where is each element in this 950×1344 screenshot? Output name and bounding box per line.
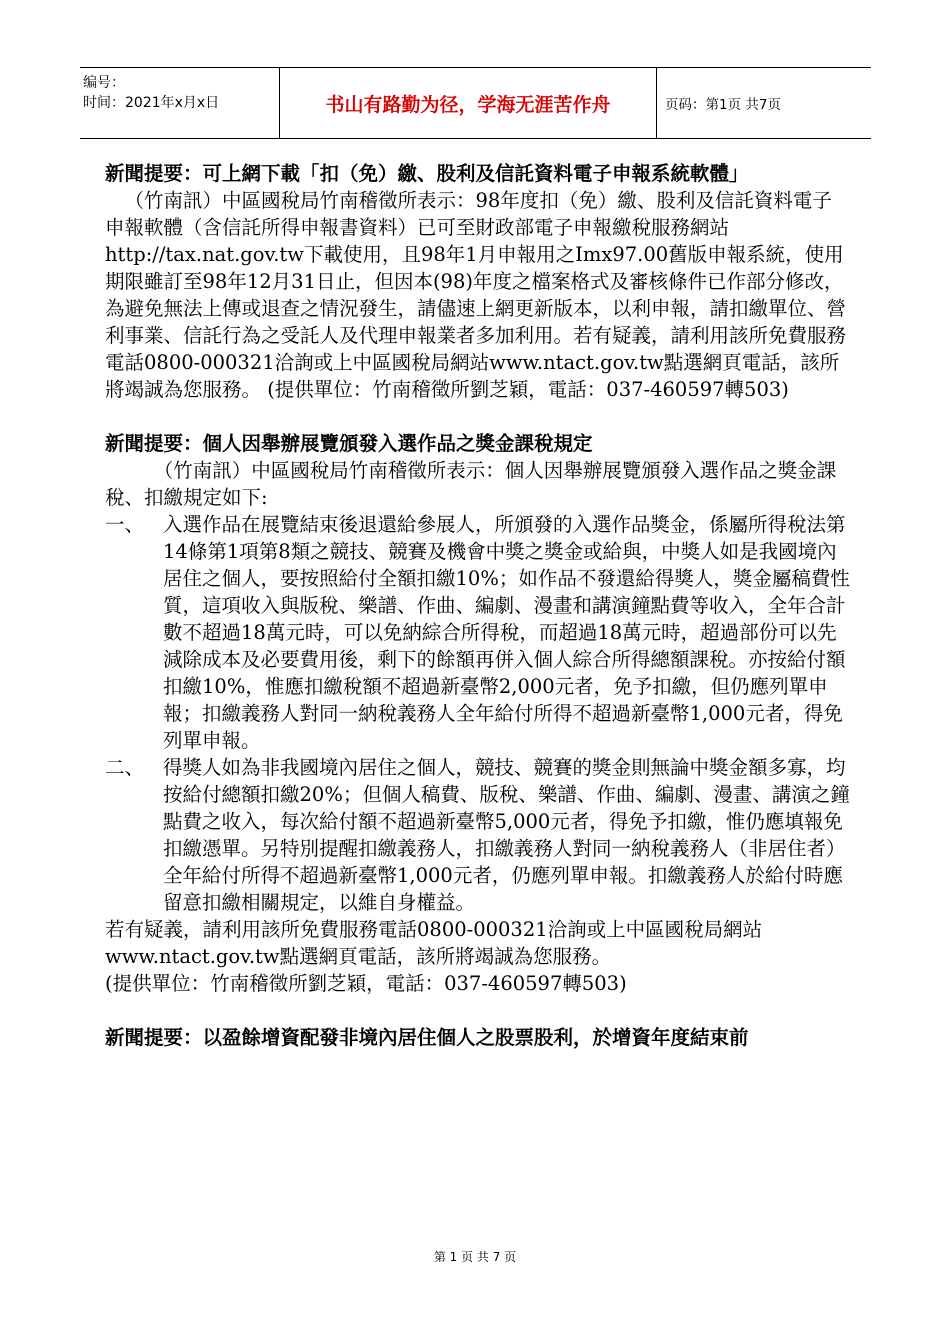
header-motto: 书山有路勤为径，学海无涯苦作舟 (280, 68, 657, 138)
article3-title: 新聞提要：以盈餘增資配發非境內居住個人之股票股利，於增資年度結束前 (105, 1026, 749, 1049)
list-item-text: 入選作品在展覽結束後退還給參展人，所頒發的入選作品獎金，係屬所得稅法第14條第1項第8類之競技、競賽及機會中獎之獎金或給與，中獎人如是我國境內居住之個人，要按照給付全額扣繳10%；如作品不發還給得獎人，獎金屬稿費性質，這項收入與版稅、樂譜、作曲、編劇、漫畫和講演鐘點費等收入，全年合計數不超過18萬元時，可以免納綜合所得稅，而超過18萬元時，超過部份可以先減除成本及必要費用後，剩下的餘額再併入個人綜合所得總額課稅。亦按給付額扣繳10%，惟應扣繳稅額不超過新臺幣2,000元者，免予扣繳，但仍應列單申報；扣繳義務人對同一納稅義務人全年給付所得不超過新臺幣1,000元者，得免列單申報。 (163, 513, 850, 752)
article2-title: 新聞提要：個人因舉辦展覽頒發入選作品之獎金課稅規定 (105, 432, 593, 455)
article1-title: 新聞提要：可上網下載「扣（免）繳、股利及信託資料電子申報系統軟體」 (105, 162, 749, 185)
list-item-number: 一、 (105, 513, 145, 536)
article2-contact: 若有疑義，請利用該所免費服務電話0800-000321洽詢或上中區國稅局網站www.ntact.gov.tw點選網頁電話，該所將竭誠為您服務。 (105, 918, 763, 968)
time-label: 时间：2021年x月x日 (83, 95, 220, 111)
number-label: 编号： (83, 75, 125, 91)
header-page-info: 页码：第1页 共7页 (665, 97, 781, 113)
article1-body: （竹南訊）中區國稅局竹南稽徵所表示：98年度扣（免）繳、股利及信託資料電子申報軟體（含信託所得申報書資料）已可至財政部電子申報繳稅服務網站http://tax.nat.gov.tw下載使用，且98年1月申報用之Imx97.00舊版申報系統，使用期限雖訂至98年12月31日止，但因本(98)年度之檔案格式及審核條件已作部分修改，為避免無法上傳或退查之情況發生，請儘速上網更新版本，以利申報，請扣繳單位、營利事業、信託行為之受託人及代理申報業者多加利用。若有疑義，請利用該所免費服務電話0800-000321洽詢或上中區國稅局網站www.ntact.gov.tw點選網頁電話，該所將竭誠為您服務。 (提供單位：竹南稽徵所劉芝穎，電話：037-460597轉503) (105, 189, 847, 401)
list-item-number: 二、 (105, 756, 145, 779)
page-footer: 第 1 页 共 7 页 (433, 1250, 517, 1264)
article2-provider: (提供單位：竹南稽徵所劉芝穎，電話：037-460597轉503) (105, 972, 627, 995)
document-body (105, 160, 850, 1051)
page-header (80, 67, 871, 139)
list-item (105, 511, 850, 754)
list-item-text: 得獎人如為非我國境內居住之個人，競技、競賽的獎金則無論中獎金額多寡，均按給付總額扣繳20%；但個人稿費、版稅、樂譜、作曲、編劇、漫畫、講演之鐘點費之收入，每次給付額不超過新臺幣5,000元者，得免予扣繳，惟仍應填報免扣繳憑單。另特別提醒扣繳義務人，扣繳義務人對同一納稅義務人（非居住者）全年給付所得不超過新臺幣1,000元者，仍應列單申報。扣繳義務人於給付時應留意扣繳相關規定，以維自身權益。 (163, 756, 850, 914)
header-meta (80, 68, 280, 138)
list-item (105, 754, 850, 916)
article2-intro: （竹南訊）中區國稅局竹南稽徵所表示：個人因舉辦展覽頒發入選作品之獎金課稅、扣繳規定如下: (105, 459, 837, 509)
